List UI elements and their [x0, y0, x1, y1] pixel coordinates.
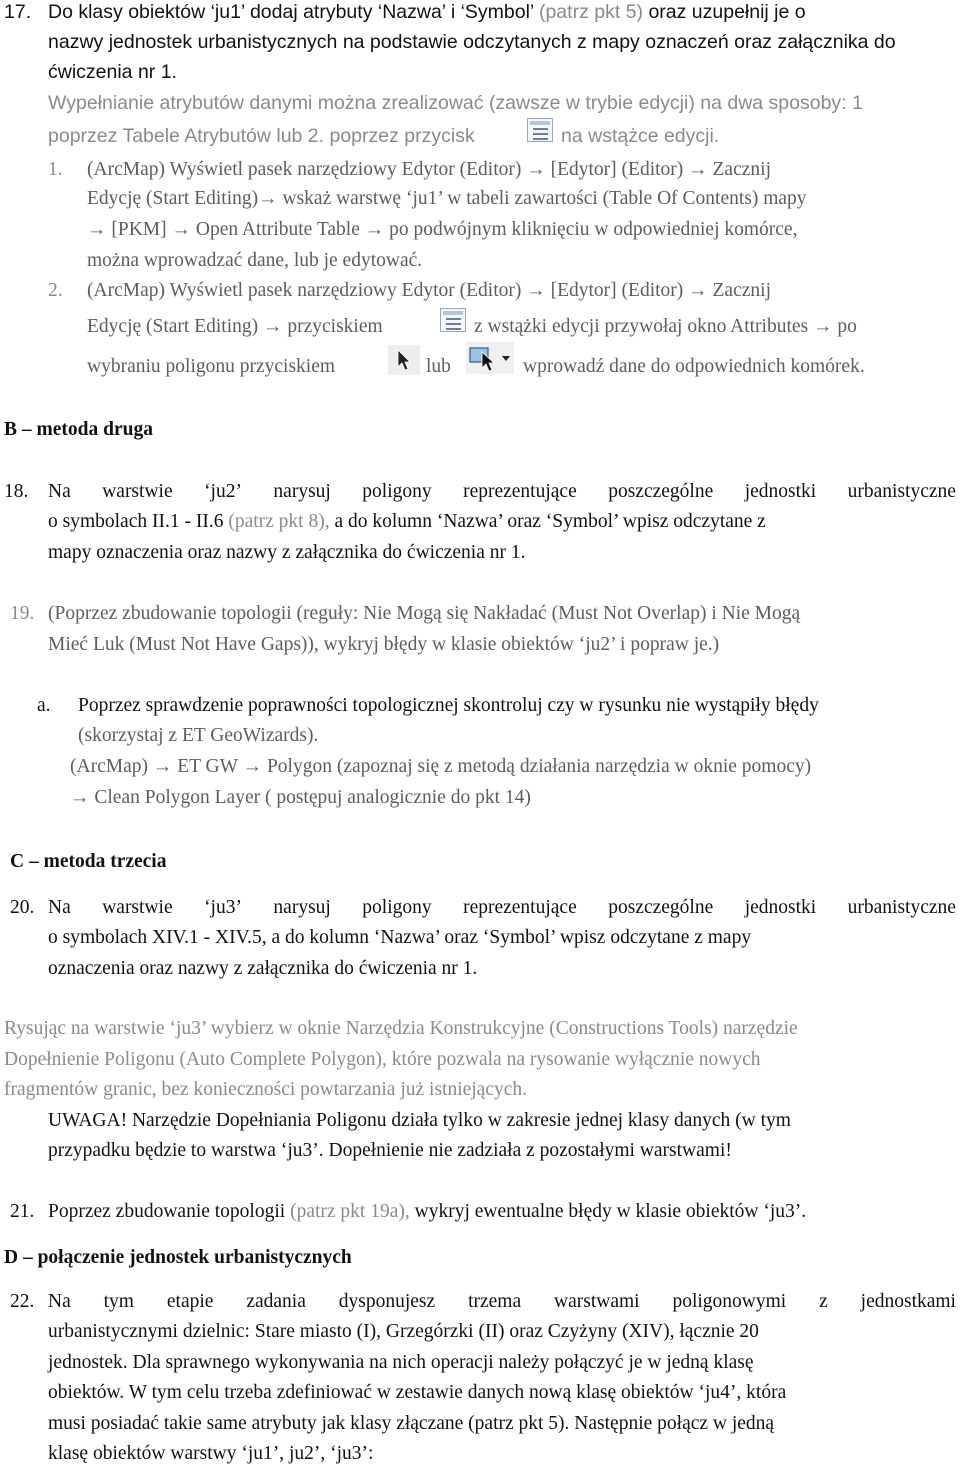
word: zadania — [246, 1291, 306, 1312]
warning-line1: UWAGA! Narzędzie Dopełniania Poligonu działa tylko w zakresie jednej klasy danych (w tym — [48, 1110, 791, 1131]
item17-step2-line2: Edycję (Start Editing) → przyciskiem — [87, 316, 383, 337]
item22-line2: urbanistycznymi dzielnic: Stare miasto (I), Grzegórzki (II) oraz Czyżyny (XIV), łącznie 20 — [48, 1321, 759, 1342]
item17-ribbon-text: na wstążce edycji. — [561, 125, 720, 147]
item17-step1-line2: Edycję (Start Editing)→ wskaż warstwę ‘ju1’ w tabeli zawartości (Table Of Contents) mapy — [87, 188, 807, 209]
item18-line2-end: a do kolumn ‘Nazwa’ oraz ‘Symbol’ wpisz odczytane z — [334, 511, 766, 532]
item22-number: 22. — [10, 1291, 35, 1312]
word: jednostki — [744, 481, 817, 502]
warning-line2: przypadku będzie to warstwa ‘ju3’. Dopełnienie nie zadziała z pozostałymi warstwami! — [48, 1140, 732, 1161]
word: urbanistyczne — [847, 897, 956, 918]
heading-method-d: D – połączenie jednostek urbanistycznych — [4, 1247, 352, 1268]
item17-step1-line1: (ArcMap) Wyświetl pasek narzędziowy Edytor (Editor) → [Edytor] (Editor) → Zacznij — [87, 159, 771, 180]
item19a-line4: → Clean Polygon Layer ( postępuj analogicznie do pkt 14) — [70, 787, 531, 808]
word: Na — [48, 897, 71, 918]
item17-step2-line3: wybraniu poligonu przyciskiem — [87, 356, 336, 377]
item21-text-end: wykryj ewentualne błędy w klasie obiektów ‘ju3’. — [414, 1201, 807, 1222]
word: warstwami — [554, 1291, 640, 1312]
item18-line1 — [48, 480, 956, 504]
item18-line3: mapy oznaczenia oraz nazwy z załącznika do ćwiczenia nr 1. — [48, 542, 526, 563]
item19a-line1: Poprzez sprawdzenie poprawności topologicznej skontroluj czy w rysunku nie wystąpiły błędy — [78, 695, 819, 716]
item18-reference: (patrz pkt 8), — [228, 511, 330, 532]
word: narysuj — [273, 897, 331, 918]
item17-step2-line3-end: wprowadź dane do odpowiednich komórek. — [523, 356, 865, 377]
item17-step2-number: 2. — [48, 280, 63, 301]
word: ‘ju3’ — [204, 897, 242, 918]
word: tym — [103, 1291, 134, 1312]
word: warstwie — [102, 897, 173, 918]
item17-reference: (patrz pkt 5) — [538, 1, 644, 23]
edit-arrow-tool-icon — [388, 345, 420, 375]
item17-methods-intro: Wypełnianie atrybutów danymi można zrealizować (zawsze w trybie edycji) na dwa sposoby: 1 — [48, 92, 863, 114]
item20-line1 — [48, 896, 956, 920]
word: poszczególne — [608, 897, 714, 918]
item20-line3: oznaczenia oraz nazwy z załącznika do ćwiczenia nr 1. — [48, 958, 478, 979]
word: Na — [48, 481, 71, 502]
item21-reference: (patrz pkt 19a), — [290, 1201, 410, 1222]
item19a-line3: (ArcMap) → ET GW → Polygon (zapoznaj się z metodą działania narzędzia w oknie pomocy) — [70, 756, 812, 777]
attributes-button-icon — [440, 308, 466, 332]
item17-step2-line1: (ArcMap) Wyświetl pasek narzędziowy Edytor (Editor) → [Edytor] (Editor) → Zacznij — [87, 280, 771, 301]
item19-number: 19. — [10, 603, 35, 624]
word: z — [819, 1291, 828, 1312]
item22-line4: obiektów. W tym celu trzeba zdefiniować w zestawie danych nową klasę obiektów ‘ju4’, która — [48, 1382, 787, 1403]
item17-line3: ćwiczenia nr 1. — [48, 61, 177, 83]
word: jednostkami — [860, 1291, 956, 1312]
item22-line5: musi posiadać takie same atrybuty jak klasy złączane (patrz pkt 5). Następnie połącz w jedną — [48, 1413, 775, 1434]
select-features-tool-icon — [466, 342, 514, 374]
item22-line6: klasę obiektów warstwy ‘ju1’, ju2’, ‘ju3’: — [48, 1443, 374, 1464]
item20-number: 20. — [10, 897, 35, 918]
word: poligonowymi — [672, 1291, 787, 1312]
item19-line2: Mieć Luk (Must Not Have Gaps)), wykryj błędy w klasie obiektów ‘ju2’ i popraw je.) — [48, 634, 720, 655]
word: warstwie — [102, 481, 173, 502]
item18-symbols: o symbolach II.1 - II.6 — [48, 511, 224, 532]
item21-line1 — [48, 1200, 806, 1224]
heading-method-c: C – metoda trzecia — [10, 851, 167, 872]
word: ‘ju2’ — [204, 481, 242, 502]
item18-line2 — [48, 510, 766, 534]
item20-line2: o symbolach XIV.1 - XIV.5, a do kolumn ‘Nazwa’ oraz ‘Symbol’ wpisz odczytane z mapy — [48, 927, 752, 948]
item22-line1 — [48, 1290, 956, 1314]
word: poligony — [362, 481, 432, 502]
attributes-table-icon — [527, 118, 553, 142]
item17-line1 — [48, 0, 806, 24]
item17-line1-text: Do klasy obiektów ‘ju1’ dodaj atrybuty ‘Nazwa’ i ‘Symbol’ — [48, 1, 534, 23]
word: reprezentujące — [463, 481, 577, 502]
item17-step1-line3: → [PKM] → Open Attribute Table → po podwójnym kliknięciu w odpowiedniej komórce, — [87, 219, 798, 240]
item22-line3: jednostek. Dla sprawnego wykonywania na nich operacji należy połączyć je w jedną klasę — [48, 1352, 754, 1373]
word: urbanistyczne — [847, 481, 956, 502]
item18-number: 18. — [4, 481, 29, 502]
item19a-line2: (skorzystaj z ET GeoWizards). — [78, 725, 319, 746]
item17-step1-number: 1. — [48, 159, 63, 180]
item17-step1-line4: można wprowadzać dane, lub je edytować. — [87, 250, 423, 271]
word: trzema — [468, 1291, 522, 1312]
item17-step2-line2-end: z wstążki edycji przywołaj okno Attributes → po — [474, 316, 857, 337]
item17-line2: nazwy jednostek urbanistycznych na podstawie odczytanych z mapy oznaczeń oraz załącznika do — [48, 31, 896, 53]
item17-number: 17. — [4, 1, 32, 23]
word: reprezentujące — [463, 897, 577, 918]
item21-text: Poprzez zbudowanie topologii — [48, 1201, 286, 1222]
word: jednostki — [744, 897, 817, 918]
item17-line1-end: oraz uzupełnij je o — [648, 1, 806, 23]
word: etapie — [166, 1291, 214, 1312]
word: narysuj — [273, 481, 331, 502]
item19-line1: (Poprzez zbudowanie topologii (reguły: Nie Mogą się Nakładać (Must Not Overlap) i Nie Mogą — [48, 603, 801, 624]
item21-number: 21. — [10, 1201, 35, 1222]
note-line3: fragmentów granic, bez konieczności powtarzania już istniejących. — [4, 1079, 528, 1100]
item17-step2-or: lub — [426, 356, 451, 377]
heading-method-b: B – metoda druga — [4, 419, 153, 440]
word: Na — [48, 1291, 71, 1312]
note-line1: Rysując na warstwie ‘ju3’ wybierz w oknie Narzędzia Konstrukcyjne (Constructions Tools) narzędzie — [4, 1018, 798, 1039]
item17-methods-intro-2: poprzez Tabele Atrybutów lub 2. poprzez przycisk — [48, 125, 475, 147]
word: poszczególne — [608, 481, 714, 502]
word: dysponujesz — [338, 1291, 436, 1312]
word: poligony — [362, 897, 432, 918]
item19a-label: a. — [37, 695, 51, 716]
note-line2: Dopełnienie Poligonu (Auto Complete Polygon), które pozwala na rysowanie wyłącznie nowych — [4, 1049, 761, 1070]
